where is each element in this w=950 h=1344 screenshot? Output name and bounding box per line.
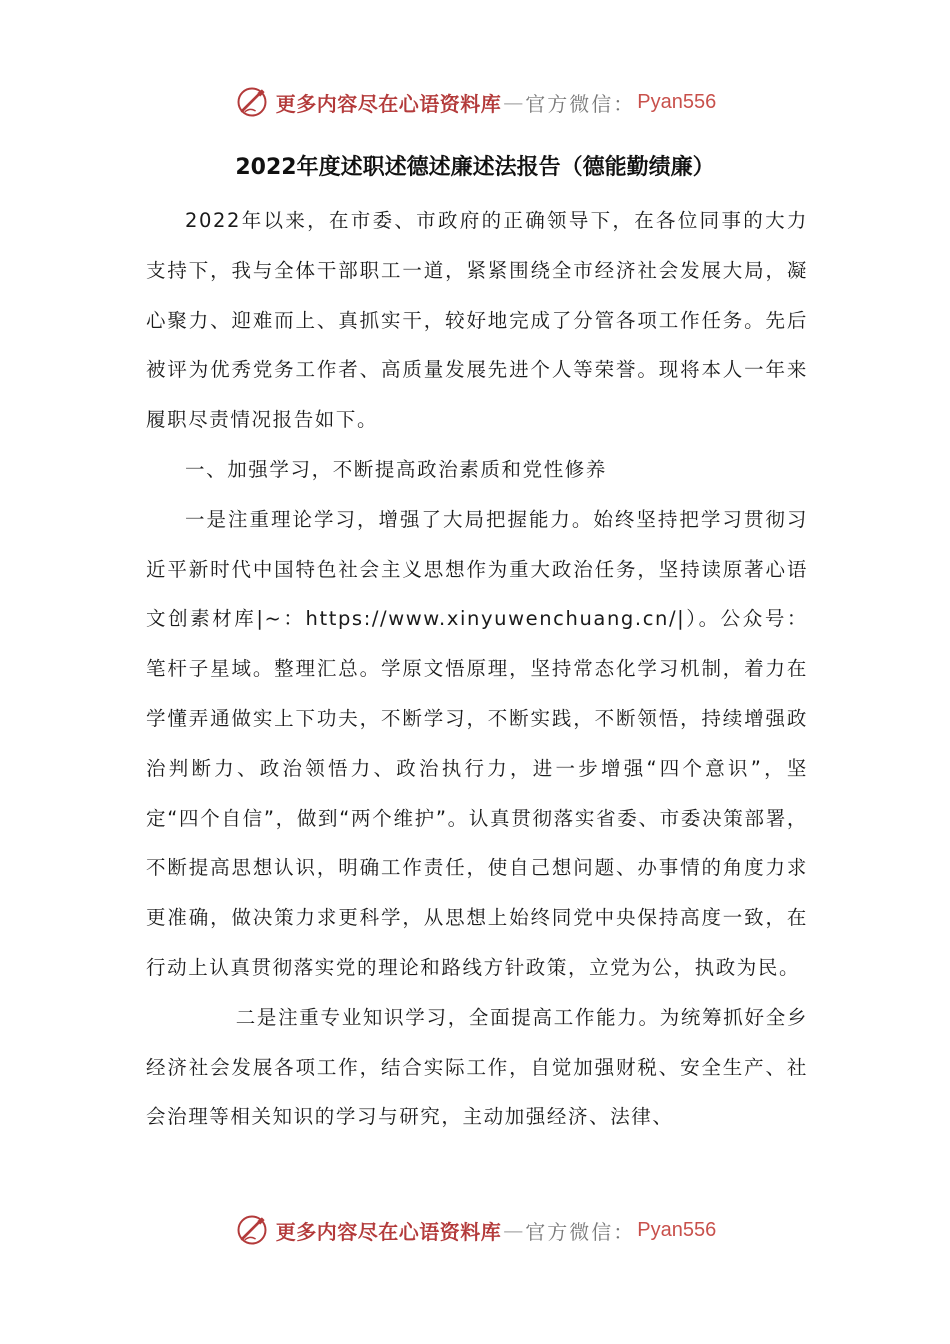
header-watermark <box>0 82 950 122</box>
watermark-sub-text: 官方微信： <box>525 91 636 116</box>
watermark-wechat-id: Pyan556 <box>637 90 717 113</box>
section-heading-1: 一、加强学习，不断提高政治素质和党性修养 <box>185 457 608 481</box>
pen-logo-icon <box>234 1212 270 1248</box>
watermark-dash: — <box>503 1218 524 1242</box>
footer-watermark <box>0 1210 950 1250</box>
paragraph-intro: 2022年以来，在市委、市政府的正确领导下，在各位同事的大力支持下，我与全体干部职工一道，紧紧围绕全市经济社会发展大局，凝心聚力、迎难而上、真抓实干，较好地完成了分管各项工作任务。先后被评为优秀党务工作者、高质量发展先进个人等荣誉。现将本人一年来履职尽责情况报告如下。 <box>146 209 808 432</box>
document-title: 2022年度述职述德述廉述法报告（德能勤绩廉） <box>235 155 715 180</box>
paragraph-professional-study: 二是注重专业知识学习，全面提高工作能力。为统筹抓好全乡经济社会发展各项工作，结合实际工作，自觉加强财税、安全生产、社会治理等相关知识的学习与研究，主动加强经济、法律、 <box>146 1005 808 1129</box>
watermark-wechat-id: Pyan556 <box>637 1218 717 1241</box>
watermark-sub-text: 官方微信： <box>525 1219 636 1244</box>
document-body <box>146 196 808 1142</box>
watermark-main-text: 更多内容尽在心语资料库 <box>275 91 502 116</box>
watermark-dash: — <box>503 90 524 114</box>
watermark-main-text: 更多内容尽在心语资料库 <box>275 1219 502 1244</box>
paragraph-theory-study: 一是注重理论学习，增强了大局把握能力。始终坚持把学习贯彻习近平新时代中国特色社会主义思想作为重大政治任务，坚持读原著心语文创素材库|~：https://www.xinyuwenchuang.cn/|）。公众号：笔杆子星域。整理汇总。学原文悟原理，坚持常态化学习机制，着力在学懂弄通做实上下功夫，不断学习，不断实践，不断领悟，持续增强政治判断力、政治领悟力、政治执行力，进一步增强“四个意识”，坚定“四个自信”，做到“两个维护”。认真贯彻落实省委、市委决策部署，不断提高思想认识，明确工作责任，使自己想问题、办事情的角度力求更准确，做决策力求更科学，从思想上始终同党中央保持高度一致，在行动上认真贯彻落实党的理论和路线方针政策，立党为公，执政为民。 <box>146 507 808 979</box>
pen-logo-icon <box>234 84 270 120</box>
